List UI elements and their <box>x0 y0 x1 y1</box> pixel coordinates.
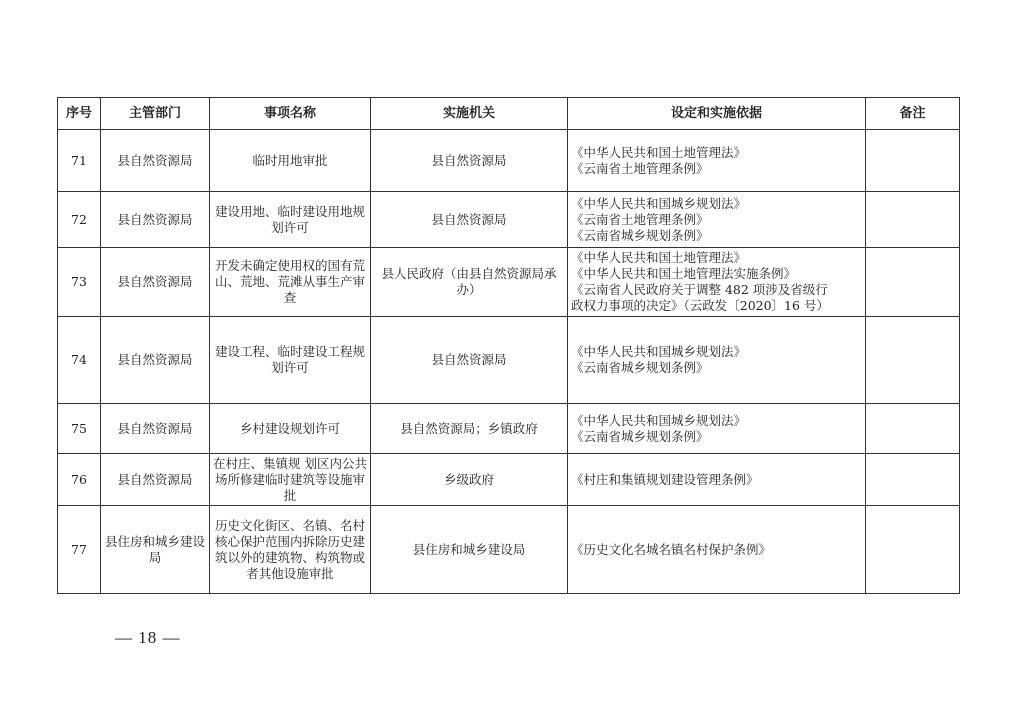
basis-line: 《中华人民共和国土地管理法》 <box>571 250 747 265</box>
basis-line: 《历史文化名城名镇名村保护条例》 <box>571 541 772 557</box>
cell-agency: 县自然资源局 <box>371 317 568 404</box>
cell-dept: 县自然资源局 <box>101 192 210 248</box>
cell-note <box>866 454 960 506</box>
cell-basis <box>568 404 866 454</box>
cell-dept: 县住房和城乡建设局 <box>101 506 210 594</box>
items-table <box>57 97 960 594</box>
table-row <box>58 404 960 454</box>
table-row <box>58 248 960 317</box>
table-header-row <box>58 98 960 130</box>
header-no: 序号 <box>58 98 101 130</box>
cell-basis <box>568 317 866 404</box>
cell-agency: 县人民政府（由县自然资源局承办） <box>371 248 568 317</box>
cell-note <box>866 130 960 192</box>
table-row <box>58 454 960 506</box>
basis-line: 《云南省土地管理条例》 <box>571 211 709 227</box>
cell-note <box>866 192 960 248</box>
cell-note <box>866 248 960 317</box>
cell-note <box>866 404 960 454</box>
cell-item: 建设用地、临时建设用地规划许可 <box>210 192 371 248</box>
cell-basis <box>568 130 866 192</box>
cell-agency: 县自然资源局 <box>371 192 568 248</box>
cell-agency: 县自然资源局；乡镇政府 <box>371 404 568 454</box>
cell-item: 在村庄、集镇规 划区内公共场所修建临时建筑等设施审批 <box>210 454 371 506</box>
cell-no: 73 <box>58 248 101 317</box>
cell-basis <box>568 192 866 248</box>
basis-line: 《云南省城乡规划条例》 <box>571 360 709 375</box>
basis-line: 《中华人民共和国土地管理法实施条例》 <box>571 266 797 281</box>
table-row <box>58 130 960 192</box>
cell-no: 75 <box>58 404 101 454</box>
header-agency: 实施机关 <box>371 98 568 130</box>
cell-dept: 县自然资源局 <box>101 248 210 317</box>
basis-line: 《云南省城乡规划条例》 <box>571 428 709 444</box>
cell-no: 77 <box>58 506 101 594</box>
basis-line: 《中华人民共和国城乡规划法》 <box>571 344 747 359</box>
cell-item: 开发未确定使用权的国有荒山、荒地、荒滩从事生产审查 <box>210 248 371 317</box>
cell-item: 乡村建设规划许可 <box>210 404 371 454</box>
basis-line: 政权力事项的决定》（云政发〔2020〕16 号） <box>571 298 829 313</box>
cell-item: 历史文化街区、名镇、名村核心保护范围内拆除历史建筑以外的建筑物、构筑物或者其他设施审批 <box>210 506 371 594</box>
table-row <box>58 192 960 248</box>
cell-basis <box>568 248 866 317</box>
basis-line: 《云南省人民政府关于调整 482 项涉及省级行 <box>571 282 828 297</box>
header-item: 事项名称 <box>210 98 371 130</box>
header-basis: 设定和实施依据 <box>568 98 866 130</box>
cell-note <box>866 506 960 594</box>
header-note: 备注 <box>866 98 960 130</box>
basis-line: 《中华人民共和国城乡规划法》 <box>571 195 747 211</box>
header-dept: 主管部门 <box>101 98 210 130</box>
cell-note <box>866 317 960 404</box>
cell-no: 76 <box>58 454 101 506</box>
page-number: — 18 — <box>115 628 181 647</box>
basis-line: 《中华人民共和国城乡规划法》 <box>571 412 747 428</box>
cell-no: 74 <box>58 317 101 404</box>
basis-line: 《云南省土地管理条例》 <box>571 160 709 176</box>
cell-basis <box>568 454 866 506</box>
cell-agency: 县自然资源局 <box>371 130 568 192</box>
cell-item: 建设工程、临时建设工程规划许可 <box>210 317 371 404</box>
table-row <box>58 317 960 404</box>
cell-dept: 县自然资源局 <box>101 317 210 404</box>
basis-line: 《云南省城乡规划条例》 <box>571 227 709 243</box>
cell-item: 临时用地审批 <box>210 130 371 192</box>
cell-basis <box>568 506 866 594</box>
table-row <box>58 506 960 594</box>
basis-line: 《中华人民共和国土地管理法》 <box>571 144 747 160</box>
basis-line: 《村庄和集镇规划建设管理条例》 <box>571 471 759 487</box>
cell-dept: 县自然资源局 <box>101 130 210 192</box>
cell-agency: 县住房和城乡建设局 <box>371 506 568 594</box>
cell-dept: 县自然资源局 <box>101 454 210 506</box>
cell-no: 72 <box>58 192 101 248</box>
cell-dept: 县自然资源局 <box>101 404 210 454</box>
cell-no: 71 <box>58 130 101 192</box>
cell-agency: 乡级政府 <box>371 454 568 506</box>
